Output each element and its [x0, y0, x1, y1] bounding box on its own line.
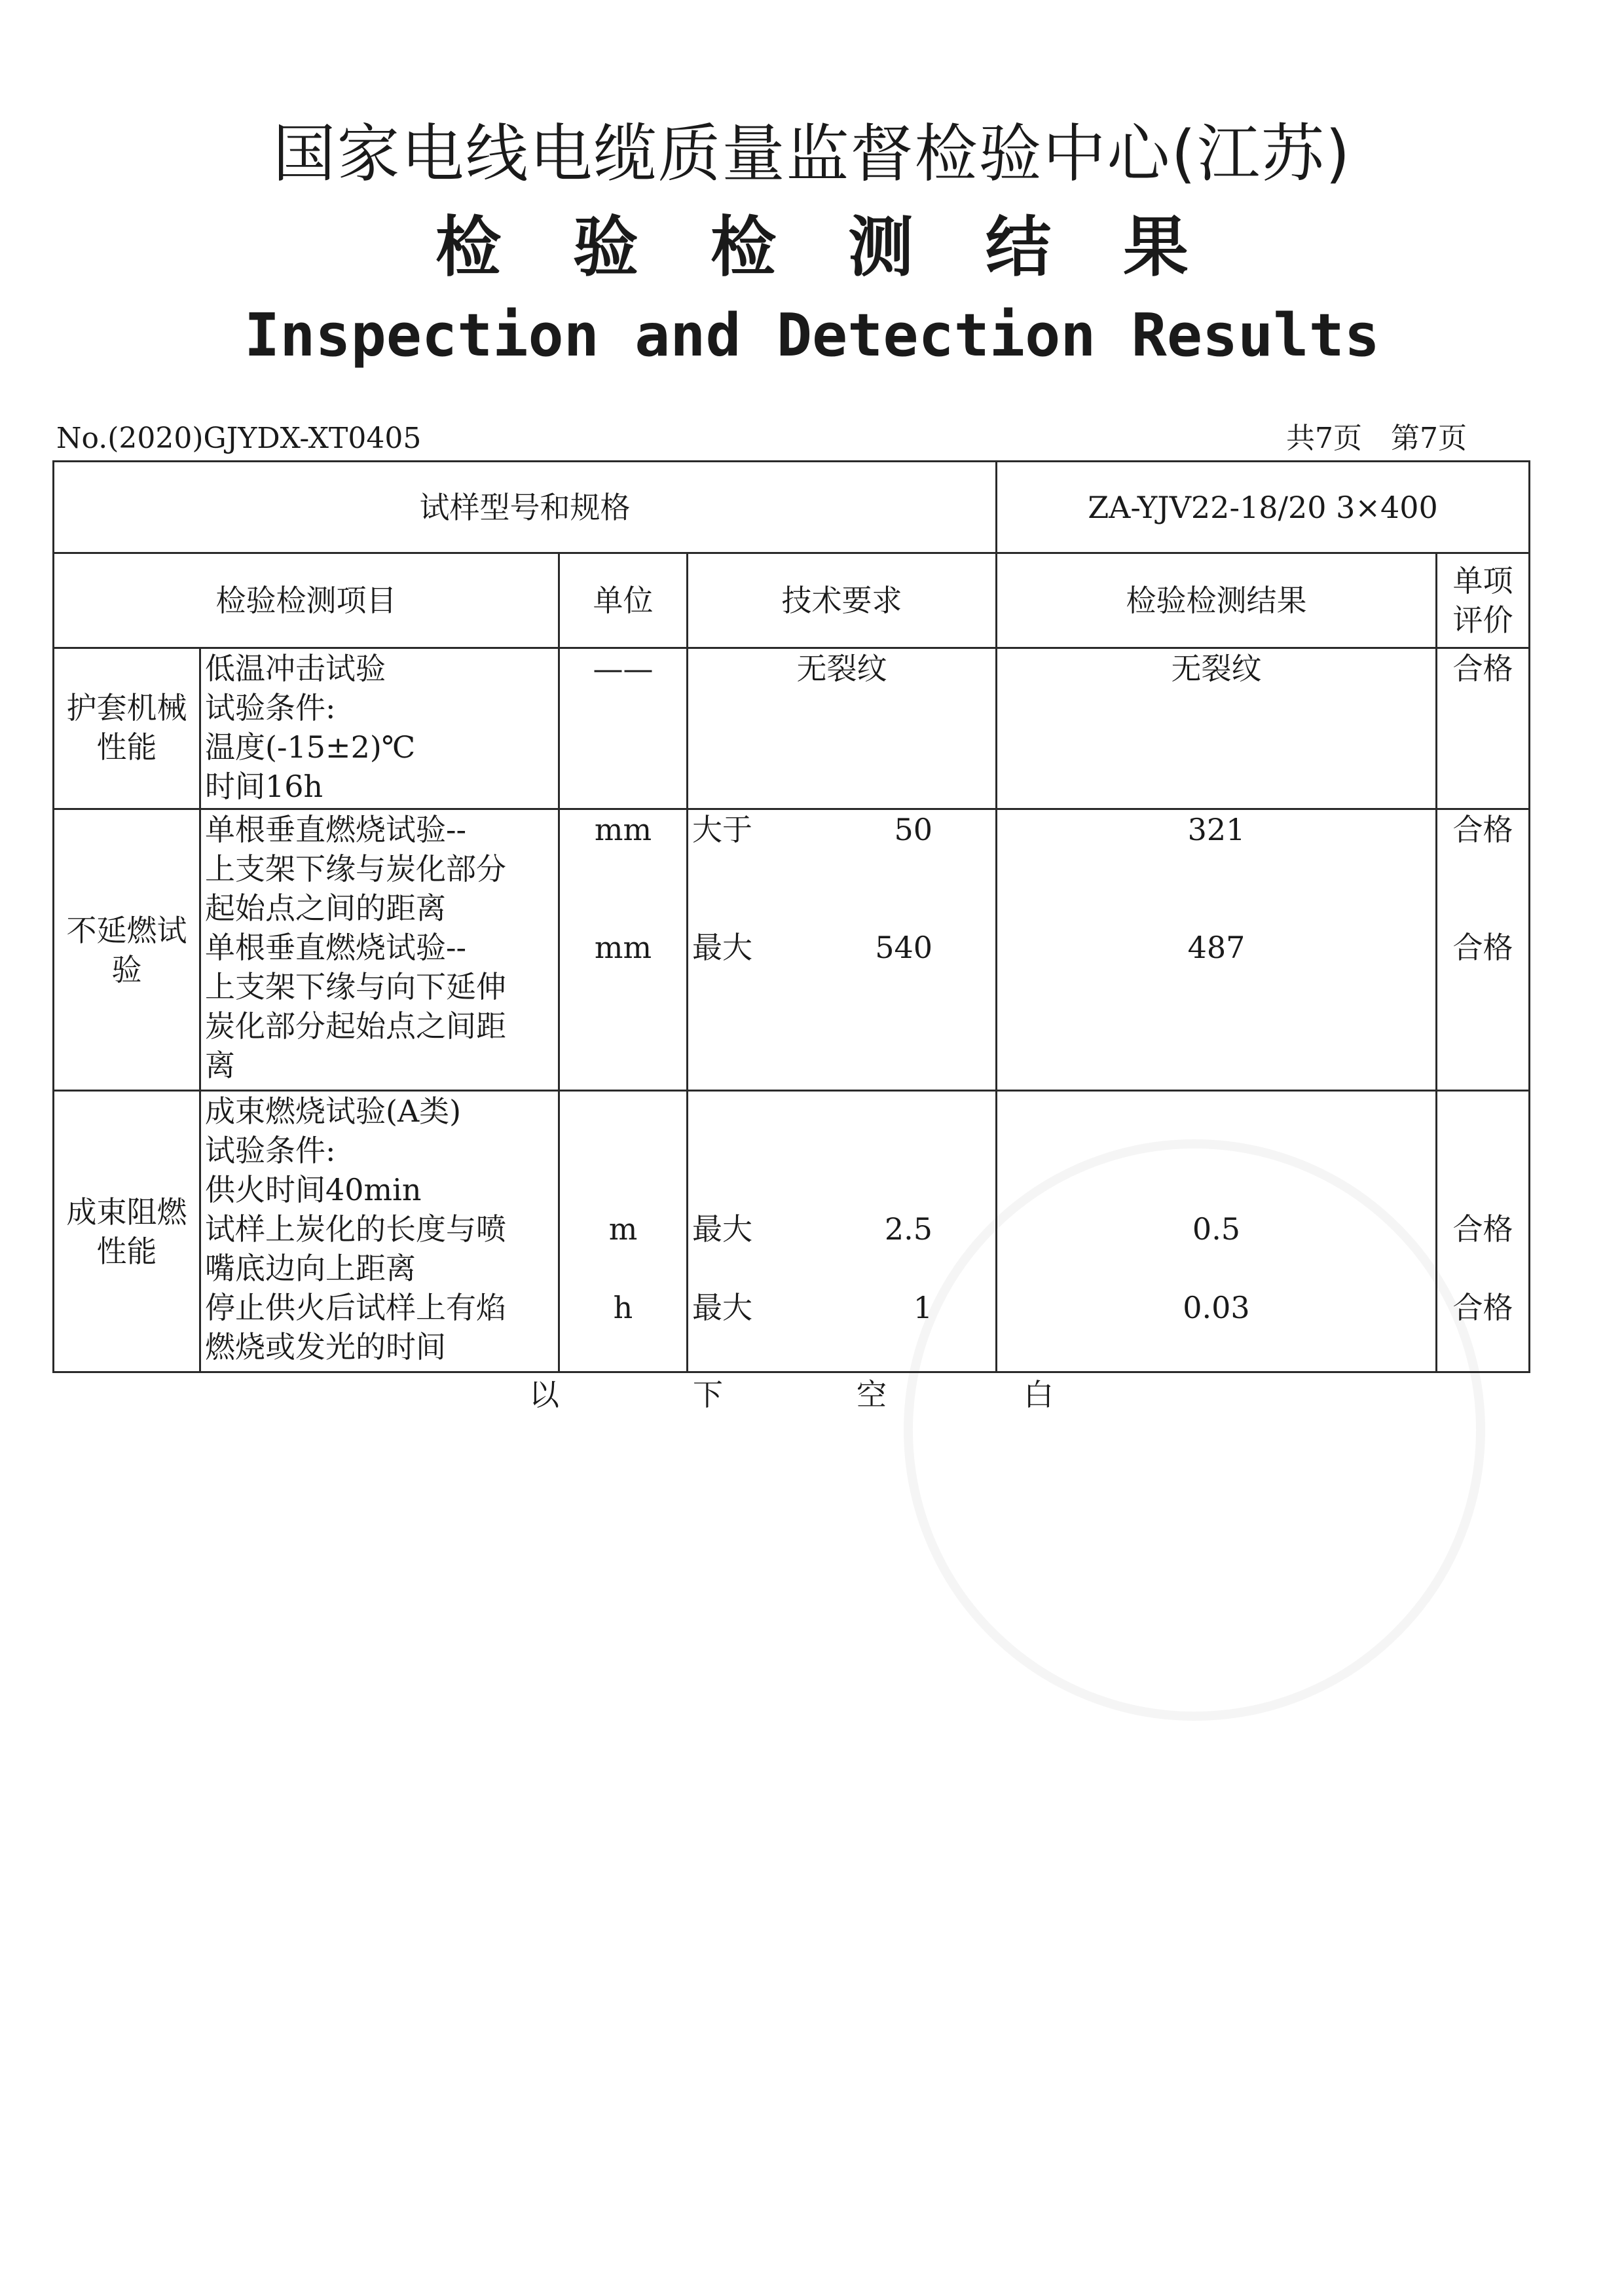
- category-line1: 护套机械: [66, 690, 187, 725]
- item-line: 上支架下缘与炭化部分: [205, 851, 506, 887]
- item-line: 燃烧或发光的时间: [205, 1329, 446, 1365]
- item-line: 试验条件:: [205, 690, 336, 725]
- requirement-value: 540: [875, 930, 932, 965]
- result-value: 487: [1187, 930, 1246, 965]
- requirement-label: 最大: [692, 1290, 752, 1325]
- blank-char: 下: [693, 1377, 723, 1412]
- requirement-cell: 无裂纹: [688, 648, 997, 809]
- requirement-cell: [688, 1091, 997, 1372]
- item-description: [200, 648, 559, 809]
- unit-cell: [559, 1091, 688, 1372]
- unit-value: mm: [594, 812, 652, 847]
- col-header-evaluation-line2: 评价: [1452, 602, 1513, 638]
- category-cell: [54, 809, 200, 1091]
- col-header-result: 检验检测结果: [997, 553, 1437, 648]
- blank-char: 白: [1024, 1377, 1054, 1412]
- item-line: 炭化部分起始点之间距: [205, 1008, 506, 1044]
- evaluation-value: 合格: [1452, 930, 1513, 965]
- category-line1: 成束阻燃: [66, 1194, 187, 1230]
- result-cell: 无裂纹: [997, 648, 1437, 809]
- unit-cell: ——: [559, 648, 688, 809]
- evaluation-cell: 合格: [1437, 648, 1530, 809]
- item-line: 上支架下缘与向下延伸: [205, 969, 506, 1004]
- requirement-value: 2.5: [884, 1211, 932, 1247]
- item-line: 试样上炭化的长度与喷: [205, 1211, 506, 1247]
- requirement-line: [692, 928, 991, 967]
- item-line: 停止供火后试样上有焰: [205, 1290, 506, 1325]
- evaluation-cell: [1437, 1091, 1530, 1372]
- result-value: 0.5: [1192, 1211, 1241, 1247]
- evaluation-cell: [1437, 809, 1530, 1091]
- item-line: 低温冲击试验: [205, 651, 386, 686]
- result-value: 321: [1187, 812, 1246, 847]
- unit-value: m: [608, 1211, 638, 1247]
- category-cell: [54, 648, 200, 809]
- group-row-sheath: [54, 648, 1530, 809]
- requirement-line: [692, 1288, 991, 1327]
- document-title: 检验检测结果: [435, 209, 1261, 285]
- requirement-value: 1: [913, 1290, 932, 1325]
- unit-value: mm: [594, 930, 652, 965]
- requirement-label: 大于: [692, 812, 752, 847]
- col-header-evaluation-line1: 单项: [1452, 563, 1513, 598]
- result-value: 0.03: [1183, 1290, 1250, 1325]
- requirement-label: 最大: [692, 930, 752, 965]
- sample-value: ZA-YJV22-18/20 3×400: [997, 462, 1530, 553]
- report-number: No.(2020)GJYDX-XT0405: [56, 422, 422, 455]
- item-line: 供火时间40min: [205, 1172, 422, 1207]
- category-line1: 不延燃试: [66, 912, 187, 948]
- unit-cell: [559, 809, 688, 1091]
- requirement-label: 最大: [692, 1211, 752, 1247]
- requirement-value: 50: [894, 812, 932, 847]
- institution-title: 国家电线电缆质量监督检验中心(江苏): [272, 117, 1352, 191]
- item-description: [200, 809, 559, 1091]
- col-header-unit: 单位: [559, 553, 688, 648]
- blank-char: 以: [529, 1377, 559, 1412]
- item-line: 温度(-15±2)℃: [205, 729, 416, 765]
- category-line2: 性能: [96, 1233, 157, 1269]
- header-row: [54, 553, 1530, 648]
- item-line: 离: [205, 1048, 235, 1083]
- category-cell: [54, 1091, 200, 1372]
- blank-char: 空: [857, 1377, 887, 1412]
- category-line2: 性能: [96, 729, 157, 765]
- group-row-bunched-cables: [54, 1091, 1530, 1372]
- evaluation-value: 合格: [1452, 812, 1513, 847]
- item-line: 成束燃烧试验(A类): [205, 1093, 462, 1129]
- item-description: [200, 1091, 559, 1372]
- category-line2: 验: [111, 951, 142, 987]
- result-cell: [997, 809, 1437, 1091]
- unit-value: h: [613, 1290, 633, 1325]
- results-table: [52, 460, 1530, 1373]
- item-line: 时间16h: [205, 769, 323, 804]
- col-header-evaluation: [1437, 553, 1530, 648]
- result-cell: [997, 1091, 1437, 1372]
- item-line: 单根垂直燃烧试验--: [205, 930, 467, 965]
- sample-label: 试样型号和规格: [54, 462, 997, 553]
- page-current: 第7页: [1391, 422, 1467, 455]
- col-header-requirement: 技术要求: [688, 553, 997, 648]
- requirement-line: [692, 810, 991, 849]
- item-line: 试验条件:: [205, 1133, 336, 1168]
- requirement-line: [692, 1209, 991, 1249]
- group-row-flame-retardant: [54, 809, 1530, 1091]
- sample-row: [54, 462, 1530, 553]
- item-line: 嘴底边向上距离: [205, 1251, 416, 1286]
- document-title-english: Inspection and Detection Results: [244, 301, 1380, 370]
- page-total: 共7页: [1286, 422, 1362, 455]
- col-header-item: 检验检测项目: [54, 553, 559, 648]
- item-line: 单根垂直燃烧试验--: [205, 812, 467, 847]
- evaluation-value: 合格: [1452, 1290, 1513, 1325]
- item-line: 起始点之间的距离: [205, 890, 446, 926]
- page-info: [1286, 419, 1467, 458]
- evaluation-value: 合格: [1452, 1211, 1513, 1247]
- requirement-cell: [688, 809, 997, 1091]
